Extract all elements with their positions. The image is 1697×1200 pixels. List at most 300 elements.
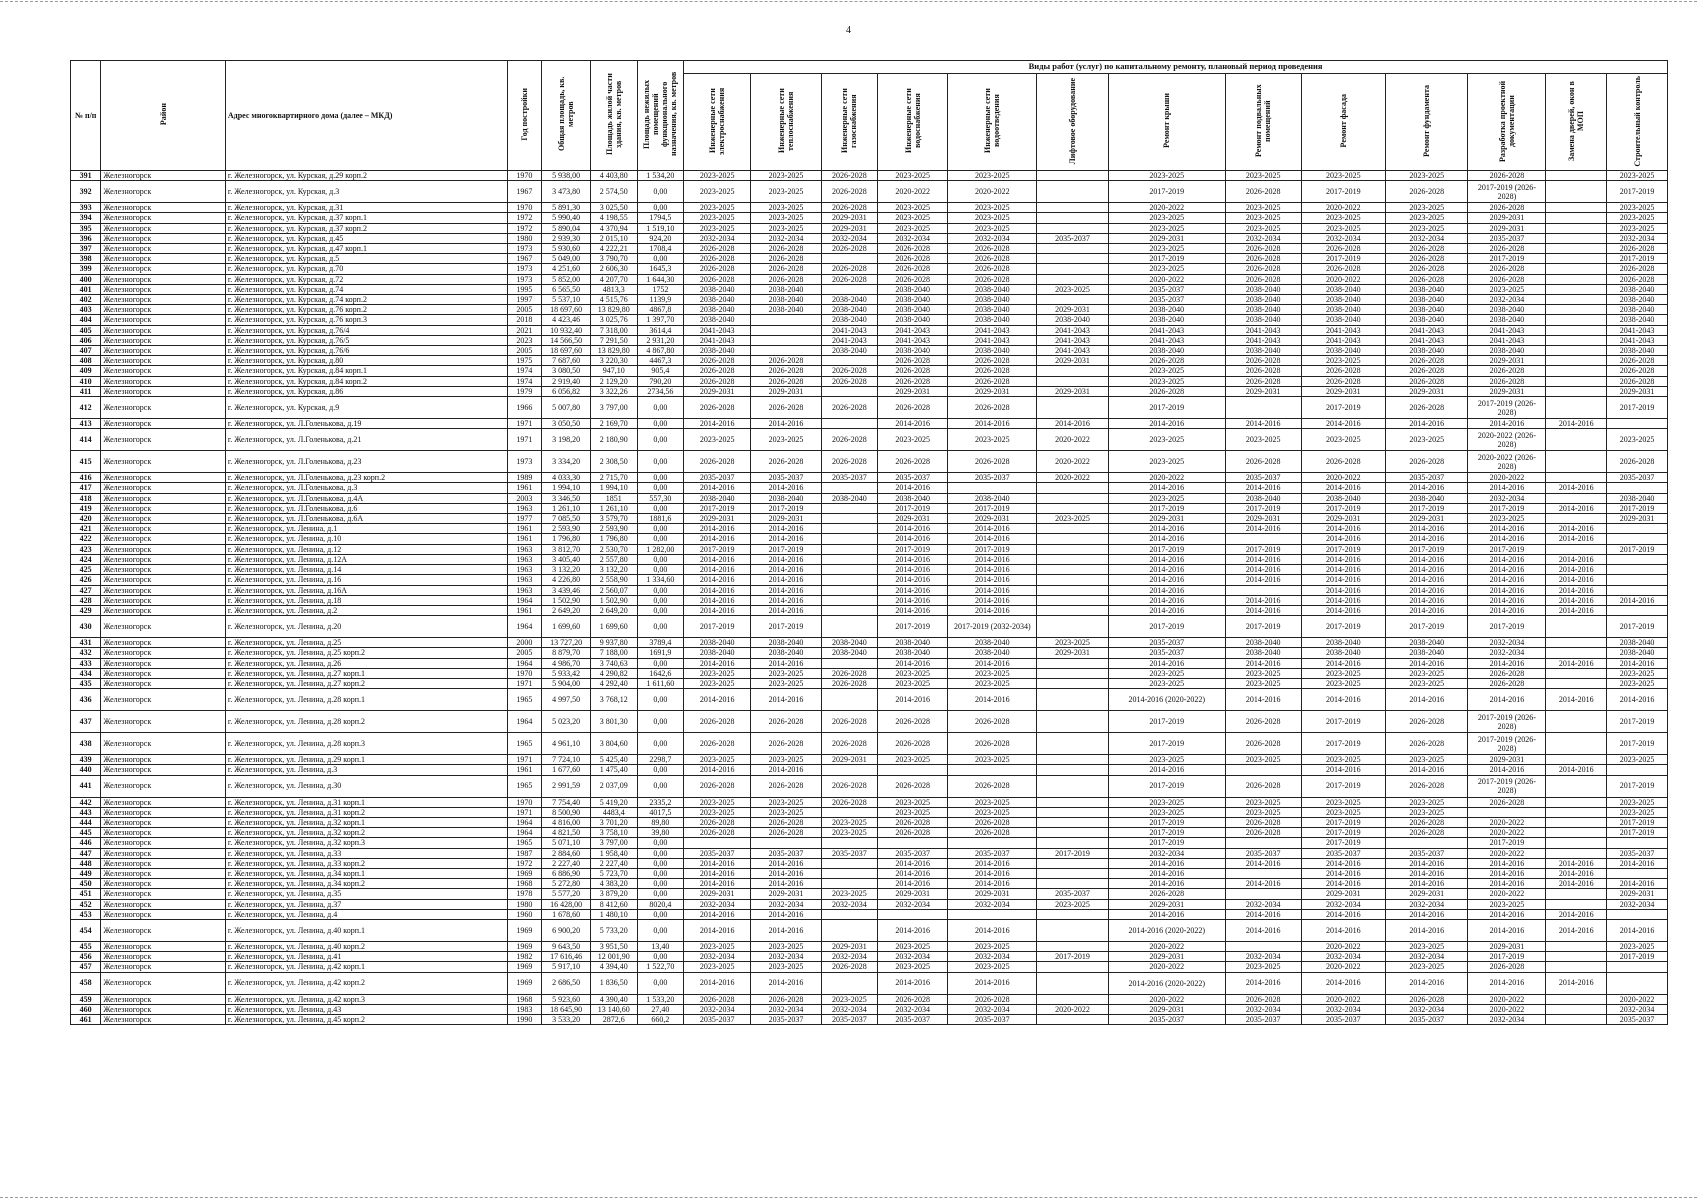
- table-cell: [821, 838, 877, 848]
- table-cell: [821, 575, 877, 585]
- table-cell: 2023-2025: [1108, 366, 1225, 376]
- table-cell: 1851: [590, 493, 637, 503]
- table-cell: 2023-2025: [948, 807, 1037, 817]
- table-cell: [821, 386, 877, 396]
- table-cell: 2026-2028: [1607, 356, 1668, 366]
- table-cell: [1037, 244, 1109, 254]
- address-cell: г. Железногорск, ул. Ленина, д.41: [225, 952, 507, 962]
- row-number: 448: [71, 858, 101, 868]
- table-cell: 2014-2016: [684, 554, 751, 564]
- table-cell: 2017-2019: [751, 616, 821, 638]
- table-cell: 2014-2016: [1468, 689, 1546, 711]
- table-cell: 2032-2034: [1301, 899, 1386, 909]
- table-cell: 2026-2028: [948, 254, 1037, 264]
- table-cell: 2734,56: [637, 386, 684, 396]
- table-cell: 2017-2019: [1225, 544, 1301, 554]
- table-cell: 1972: [507, 858, 542, 868]
- table-cell: 557,30: [637, 493, 684, 503]
- table-cell: 1970: [507, 797, 542, 807]
- row-number: 412: [71, 397, 101, 419]
- table-cell: 2023-2025: [948, 797, 1037, 807]
- table-cell: 2026-2028: [1468, 244, 1546, 254]
- table-row: [71, 451, 1668, 473]
- table-cell: 4 370,94: [590, 223, 637, 233]
- table-cell: 2038-2040: [1607, 346, 1668, 356]
- row-number: 445: [71, 828, 101, 838]
- table-cell: 2026-2028: [821, 244, 877, 254]
- table-cell: 2023-2025: [878, 171, 948, 181]
- table-cell: 3 579,70: [590, 514, 637, 524]
- table-cell: 2026-2028: [1386, 244, 1468, 254]
- table-cell: 2038-2040: [878, 315, 948, 325]
- table-cell: [821, 858, 877, 868]
- table-cell: 2023-2025: [1386, 941, 1468, 951]
- table-cell: 2038-2040: [684, 284, 751, 294]
- table-row: [71, 544, 1668, 554]
- table-cell: 2017-2019: [1225, 503, 1301, 513]
- table-cell: [1037, 797, 1109, 807]
- table-row: [71, 909, 1668, 919]
- table-cell: 2026-2028: [751, 356, 821, 366]
- table-cell: 2041-2043: [1037, 325, 1109, 335]
- address-cell: г. Железногорск, ул. Курская, д.76 корп.2: [225, 305, 507, 315]
- table-cell: 2032-2034: [751, 1004, 821, 1014]
- table-cell: [1607, 972, 1668, 994]
- district-cell: Железногорск: [101, 595, 226, 605]
- table-cell: 2014-2016: [1108, 534, 1225, 544]
- table-cell: 2020-2022: [1468, 817, 1546, 827]
- table-cell: 2014-2016: [1108, 585, 1225, 595]
- table-row: [71, 658, 1668, 668]
- table-cell: 2023-2025: [1386, 223, 1468, 233]
- table-cell: 2026-2028: [684, 775, 751, 797]
- district-cell: Железногорск: [101, 254, 226, 264]
- table-cell: 1 519,10: [637, 223, 684, 233]
- table-cell: 2026-2028: [948, 828, 1037, 838]
- table-cell: 4 986,70: [542, 658, 591, 668]
- table-cell: 2014-2016: [1546, 879, 1607, 889]
- district-cell: Железногорск: [101, 429, 226, 451]
- table-cell: 2032-2034: [948, 233, 1037, 243]
- table-cell: 2032-2034: [948, 952, 1037, 962]
- table-cell: 2026-2028: [1386, 397, 1468, 419]
- table-cell: 2014-2016: [751, 419, 821, 429]
- table-cell: 2038-2040: [1225, 346, 1301, 356]
- table-cell: 2014-2016: [1301, 524, 1386, 534]
- address-cell: г. Железногорск, ул. Ленина, д.30: [225, 775, 507, 797]
- district-cell: Железногорск: [101, 585, 226, 595]
- table-cell: 2023-2025: [878, 807, 948, 817]
- table-cell: 2014-2016: [1468, 858, 1546, 868]
- address-cell: г. Железногорск, ул. Курская, д.31: [225, 203, 507, 213]
- table-cell: 2029-2031: [1386, 889, 1468, 899]
- table-cell: 2017-2019: [1301, 254, 1386, 264]
- table-cell: [1037, 366, 1109, 376]
- table-cell: 2029-2031: [821, 213, 877, 223]
- table-cell: 2026-2028: [1225, 828, 1301, 838]
- table-cell: 2017-2019: [1607, 544, 1668, 554]
- table-cell: 2026-2028: [1607, 366, 1668, 376]
- table-cell: 2023-2025: [878, 203, 948, 213]
- table-cell: 2026-2028: [948, 775, 1037, 797]
- district-cell: Железногорск: [101, 807, 226, 817]
- row-number: 444: [71, 817, 101, 827]
- table-cell: 2026-2028: [821, 203, 877, 213]
- table-cell: 0,00: [637, 889, 684, 899]
- table-cell: [1037, 658, 1109, 668]
- table-cell: 2017-2019: [1301, 828, 1386, 838]
- table-cell: 2026-2028: [751, 274, 821, 284]
- district-cell: Железногорск: [101, 765, 226, 775]
- table-cell: 2020-2022: [1108, 473, 1225, 483]
- table-cell: 1 475,40: [590, 765, 637, 775]
- table-cell: 1980: [507, 233, 542, 243]
- table-cell: 2038-2040: [1386, 295, 1468, 305]
- table-cell: 2017-2019: [1108, 775, 1225, 797]
- table-cell: [1225, 397, 1301, 419]
- table-cell: 2014-2016: [1108, 868, 1225, 878]
- table-cell: 1997: [507, 295, 542, 305]
- district-cell: Железногорск: [101, 972, 226, 994]
- table-cell: 2023-2025: [1225, 668, 1301, 678]
- district-cell: Железногорск: [101, 797, 226, 807]
- district-cell: Железногорск: [101, 493, 226, 503]
- table-cell: 2026-2028: [948, 244, 1037, 254]
- address-cell: г. Железногорск, ул. Ленина, д.28 корп.2: [225, 711, 507, 733]
- table-cell: [1546, 284, 1607, 294]
- table-cell: 2014-2016: [684, 765, 751, 775]
- table-cell: 1963: [507, 575, 542, 585]
- row-number: 413: [71, 419, 101, 429]
- table-cell: [1546, 429, 1607, 451]
- table-cell: 2038-2040: [821, 305, 877, 315]
- table-cell: [1607, 838, 1668, 848]
- row-number: 446: [71, 838, 101, 848]
- table-cell: 5 930,60: [542, 244, 591, 254]
- table-cell: 2029-2031: [878, 514, 948, 524]
- table-cell: 2023-2025: [1037, 899, 1109, 909]
- table-cell: 2020-2022: [1301, 994, 1386, 1004]
- table-cell: 39,80: [637, 828, 684, 838]
- table-cell: 0,00: [637, 181, 684, 203]
- table-cell: 27,40: [637, 1004, 684, 1014]
- address-cell: г. Железногорск, ул. Ленина, д.34 корп.1: [225, 868, 507, 878]
- table-cell: 2032-2034: [948, 899, 1037, 909]
- table-cell: 905,4: [637, 366, 684, 376]
- row-number: 447: [71, 848, 101, 858]
- table-cell: 2014-2016: [1301, 483, 1386, 493]
- table-cell: 5 272,80: [542, 879, 591, 889]
- table-cell: 2026-2028: [1386, 274, 1468, 284]
- table-cell: 2014-2016: [1301, 972, 1386, 994]
- table-cell: 2014-2016: [1225, 919, 1301, 941]
- table-cell: [1546, 514, 1607, 524]
- table-cell: 2020-2022: [1037, 1004, 1109, 1014]
- table-cell: 3 322,26: [590, 386, 637, 396]
- row-number: 409: [71, 366, 101, 376]
- table-cell: 2014-2016: [1386, 605, 1468, 615]
- table-cell: 2038-2040: [1386, 346, 1468, 356]
- table-cell: 2014-2016: [1225, 483, 1301, 493]
- table-row: [71, 483, 1668, 493]
- table-cell: 18 697,60: [542, 305, 591, 315]
- table-cell: 2023-2025: [684, 181, 751, 203]
- table-cell: 2014-2016: [1225, 554, 1301, 564]
- table-cell: 2014-2016: [1607, 658, 1668, 668]
- table-row: [71, 429, 1668, 451]
- address-cell: г. Железногорск, ул. Ленина, д.25 корп.2: [225, 648, 507, 658]
- address-cell: г. Железногорск, ул. Ленина, д.27 корп.1: [225, 668, 507, 678]
- table-cell: [821, 807, 877, 817]
- table-cell: 5 419,20: [590, 797, 637, 807]
- table-cell: 2026-2028: [1225, 775, 1301, 797]
- table-cell: 2026-2028: [684, 828, 751, 838]
- table-cell: [1037, 254, 1109, 264]
- table-cell: 2026-2028: [1301, 451, 1386, 473]
- table-cell: 4 198,55: [590, 213, 637, 223]
- table-cell: 2014-2016: [1468, 919, 1546, 941]
- table-cell: 3 740,63: [590, 658, 637, 668]
- table-cell: 2014-2016: [684, 868, 751, 878]
- table-cell: 2035-2037: [948, 848, 1037, 858]
- table-cell: 2023-2025: [1468, 514, 1546, 524]
- table-cell: 2041-2043: [1607, 335, 1668, 345]
- table-cell: [1037, 565, 1109, 575]
- table-cell: 2032-2034: [751, 899, 821, 909]
- table-cell: 2020-2022: [1108, 962, 1225, 972]
- table-cell: 2023-2025: [1386, 807, 1468, 817]
- table-cell: 0,00: [637, 203, 684, 213]
- table-cell: 2014-2016: [751, 565, 821, 575]
- table-cell: 2026-2028: [821, 397, 877, 419]
- table-cell: 1 502,90: [590, 595, 637, 605]
- table-cell: 2014-2016: [684, 483, 751, 493]
- table-cell: 2026-2028: [878, 451, 948, 473]
- row-number: 436: [71, 689, 101, 711]
- table-cell: 2029-2031: [1108, 899, 1225, 909]
- table-cell: 1 480,10: [590, 909, 637, 919]
- table-cell: 2026-2028: [751, 376, 821, 386]
- table-cell: 2026-2028: [684, 733, 751, 755]
- table-cell: 2026-2028: [878, 828, 948, 838]
- table-cell: [1546, 295, 1607, 305]
- table-row: [71, 838, 1668, 848]
- table-cell: 2026-2028: [1386, 994, 1468, 1004]
- table-cell: 2026-2028: [1607, 244, 1668, 254]
- table-cell: 2026-2028: [1607, 274, 1668, 284]
- table-cell: 2026-2028: [948, 817, 1037, 827]
- table-cell: [821, 972, 877, 994]
- table-cell: [1546, 733, 1607, 755]
- table-cell: 2041-2043: [878, 325, 948, 335]
- table-cell: 2038-2040: [684, 493, 751, 503]
- table-cell: 2026-2028: [821, 376, 877, 386]
- table-cell: 2023-2025: [1225, 678, 1301, 688]
- table-cell: 2026-2028: [1468, 274, 1546, 284]
- table-cell: 1972: [507, 213, 542, 223]
- table-header: [71, 61, 1668, 171]
- table-cell: 2038-2040: [1607, 305, 1668, 315]
- table-cell: [821, 254, 877, 264]
- table-cell: 2023-2025: [1108, 429, 1225, 451]
- table-cell: 2014-2016: [1546, 689, 1607, 711]
- table-cell: 2014-2016: [948, 858, 1037, 868]
- table-cell: 2017-2019: [878, 544, 948, 554]
- table-cell: 2014-2016: [1386, 534, 1468, 544]
- table-cell: [1037, 264, 1109, 274]
- table-cell: 2023-2025: [948, 171, 1037, 181]
- table-cell: 2026-2028: [1225, 376, 1301, 386]
- table-cell: 2014-2016: [1386, 575, 1468, 585]
- table-cell: [821, 554, 877, 564]
- header-living-area: Площадь жилой части здания, кв. метров: [590, 61, 637, 171]
- table-cell: 0,00: [637, 838, 684, 848]
- table-cell: 2014-2016: [1108, 524, 1225, 534]
- table-cell: [1037, 909, 1109, 919]
- table-cell: 2026-2028: [751, 451, 821, 473]
- address-cell: г. Железногорск, ул. Курская, д.29 корп.2: [225, 171, 507, 181]
- table-cell: 2014-2016: [1301, 919, 1386, 941]
- table-cell: [821, 616, 877, 638]
- table-cell: 4 867,80: [637, 346, 684, 356]
- table-cell: 2041-2043: [684, 335, 751, 345]
- table-cell: 2023-2025: [1607, 213, 1668, 223]
- address-cell: г. Железногорск, ул. Ленина, д.40 корп.2: [225, 941, 507, 951]
- table-cell: 0,00: [637, 972, 684, 994]
- table-cell: 2023-2025: [948, 213, 1037, 223]
- table-cell: [1546, 1014, 1607, 1024]
- table-row: [71, 889, 1668, 899]
- district-cell: Железногорск: [101, 171, 226, 181]
- table-row: [71, 994, 1668, 1004]
- table-cell: [1546, 668, 1607, 678]
- row-number: 454: [71, 919, 101, 941]
- row-number: 450: [71, 879, 101, 889]
- table-cell: 2041-2043: [1301, 325, 1386, 335]
- table-cell: 2032-2034: [878, 952, 948, 962]
- table-cell: 2023-2025: [878, 429, 948, 451]
- district-cell: Железногорск: [101, 733, 226, 755]
- table-cell: 4 290,82: [590, 668, 637, 678]
- table-cell: 2014-2016: [751, 554, 821, 564]
- table-row: [71, 575, 1668, 585]
- table-cell: 1961: [507, 765, 542, 775]
- table-cell: [821, 879, 877, 889]
- table-cell: 947,10: [590, 366, 637, 376]
- table-cell: [1546, 828, 1607, 838]
- row-number: 440: [71, 765, 101, 775]
- table-cell: [684, 838, 751, 848]
- header-work-electric: Инженерные сети электроснабжения: [684, 74, 751, 171]
- table-cell: 7 188,00: [590, 648, 637, 658]
- table-cell: 2014-2016: [1108, 658, 1225, 668]
- table-cell: 0,00: [637, 765, 684, 775]
- table-cell: 2029-2031: [1468, 213, 1546, 223]
- table-cell: 2026-2028: [751, 244, 821, 254]
- table-cell: 2035-2037: [1607, 1014, 1668, 1024]
- header-work-heating: Инженерные сети теплоснабжения: [751, 74, 821, 171]
- table-cell: 2038-2040: [1301, 284, 1386, 294]
- table-cell: 2298,7: [637, 755, 684, 765]
- row-number: 451: [71, 889, 101, 899]
- table-row: [71, 678, 1668, 688]
- table-cell: 2014-2016: [1301, 534, 1386, 544]
- table-cell: 2014-2016: [1546, 554, 1607, 564]
- table-cell: [878, 765, 948, 775]
- table-cell: 2014-2016: [751, 879, 821, 889]
- table-cell: 7 754,40: [542, 797, 591, 807]
- table-cell: 2026-2028: [1225, 356, 1301, 366]
- table-cell: 2026-2028: [684, 254, 751, 264]
- table-cell: 660,2: [637, 1014, 684, 1024]
- table-cell: 3 758,10: [590, 828, 637, 838]
- table-cell: [821, 544, 877, 554]
- table-cell: 4867,8: [637, 305, 684, 315]
- table-cell: [1037, 295, 1109, 305]
- table-cell: [1037, 838, 1109, 848]
- table-row: [71, 223, 1668, 233]
- table-cell: 2014-2016: [684, 565, 751, 575]
- table-cell: 2038-2040: [1468, 305, 1546, 315]
- address-cell: г. Железногорск, ул. Ленина, д.16А: [225, 585, 507, 595]
- row-number: 394: [71, 213, 101, 223]
- table-cell: 2026-2028: [1225, 181, 1301, 203]
- table-cell: 2038-2040: [878, 638, 948, 648]
- table-cell: 2023-2025: [1225, 962, 1301, 972]
- table-cell: 2026-2028: [684, 817, 751, 827]
- row-number: 431: [71, 638, 101, 648]
- table-cell: 2026-2028: [1386, 817, 1468, 827]
- header-work-foundation: Ремонт фундамента: [1386, 74, 1468, 171]
- table-cell: [751, 335, 821, 345]
- table-cell: 2026-2028: [751, 711, 821, 733]
- table-cell: [1607, 605, 1668, 615]
- table-cell: 2026-2028: [1386, 775, 1468, 797]
- table-cell: 2026-2028: [1468, 203, 1546, 213]
- table-cell: 2017-2019: [1108, 397, 1225, 419]
- table-cell: 0,00: [637, 868, 684, 878]
- table-cell: 2014-2016: [1301, 585, 1386, 595]
- table-cell: 2014-2016: [948, 534, 1037, 544]
- table-cell: [1546, 213, 1607, 223]
- table-cell: 2026-2028: [684, 264, 751, 274]
- table-row: [71, 254, 1668, 264]
- row-number: 424: [71, 554, 101, 564]
- header-work-supervision: Строительный контроль: [1607, 74, 1668, 171]
- table-cell: 2026-2028: [948, 356, 1037, 366]
- table-cell: [1037, 376, 1109, 386]
- table-cell: 1989: [507, 473, 542, 483]
- table-cell: 1708,4: [637, 244, 684, 254]
- table-cell: 2014-2016: [684, 534, 751, 544]
- table-cell: 13 829,80: [590, 305, 637, 315]
- address-cell: г. Железногорск, ул. Ленина, д.12: [225, 544, 507, 554]
- table-cell: 2026-2028: [1225, 244, 1301, 254]
- table-cell: 5 923,60: [542, 994, 591, 1004]
- table-cell: 2029-2031: [684, 889, 751, 899]
- table-cell: 2038-2040: [948, 493, 1037, 503]
- table-cell: 2026-2028: [1386, 376, 1468, 386]
- table-cell: [751, 838, 821, 848]
- table-cell: 2032-2034: [684, 233, 751, 243]
- table-cell: 2026-2028: [878, 274, 948, 284]
- table-cell: 1794,5: [637, 213, 684, 223]
- district-cell: Железногорск: [101, 356, 226, 366]
- table-cell: 2 884,60: [542, 848, 591, 858]
- table-cell: 2014-2016: [948, 605, 1037, 615]
- district-cell: Железногорск: [101, 755, 226, 765]
- table-cell: 2032-2034: [1301, 1004, 1386, 1014]
